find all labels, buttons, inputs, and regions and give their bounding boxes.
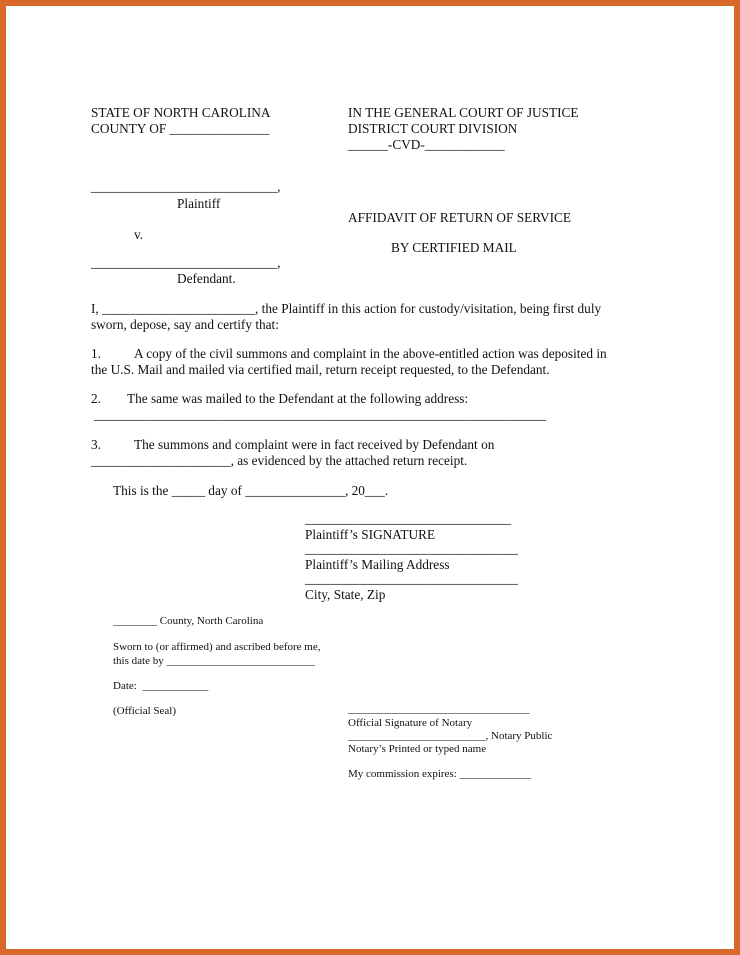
signature-label: Plaintiff’s SIGNATURE <box>305 527 436 542</box>
file-number: ______-CVD-____________ <box>348 137 505 152</box>
affidavit-title: AFFIDAVIT OF RETURN OF SERVICE <box>348 210 572 225</box>
notary-signature-blank: _________________________________ <box>348 703 530 715</box>
intro-line-2: sworn, depose, say and certify that: <box>91 317 279 332</box>
division-heading: DISTRICT COURT DIVISION <box>348 121 518 136</box>
city-state-zip-label: City, State, Zip <box>305 587 386 602</box>
commission-expires: My commission expires: _____________ <box>348 768 532 780</box>
notary-county: ________ County, North Carolina <box>113 615 264 627</box>
county-heading: COUNTY OF _______________ <box>91 121 270 136</box>
sworn-line-1: Sworn to (or affirmed) and ascribed before me, <box>113 641 321 653</box>
defendant-label: Defendant. <box>177 271 236 286</box>
plaintiff-label: Plaintiff <box>177 196 221 211</box>
notary-signature-label: Official Signature of Notary <box>348 717 473 729</box>
mailing-address-blank: ________________________________ <box>305 541 518 556</box>
address-blank: ____________________________________________________________________ <box>94 407 547 422</box>
item-3-number: 3. <box>91 437 101 452</box>
affidavit-subtitle: BY CERTIFIED MAIL <box>391 240 517 255</box>
official-seal-label: (Official Seal) <box>113 705 177 717</box>
state-heading: STATE OF NORTH CAROLINA <box>91 105 271 120</box>
notary-printed-name-label: Notary’s Printed or typed name <box>348 743 487 755</box>
court-heading: IN THE GENERAL COURT OF JUSTICE <box>348 105 579 120</box>
item-3-line-2: _____________________, as evidenced by the attached return receipt. <box>91 453 468 468</box>
item-1-line-1: A copy of the civil summons and complaint in the above-entitled action was deposited in <box>134 346 607 361</box>
item-1-number: 1. <box>91 346 101 361</box>
sworn-line-2: this date by ___________________________ <box>113 655 315 667</box>
item-3-line-1: The summons and complaint were in fact received by Defendant on <box>134 437 495 452</box>
item-2-line-1: The same was mailed to the Defendant at the following address: <box>127 391 469 406</box>
city-state-zip-blank: ________________________________ <box>305 571 518 586</box>
date-line: This is the _____ day of _______________, 20___. <box>113 483 389 498</box>
defendant-blank: ____________________________, <box>91 255 281 270</box>
signature-blank: _______________________________ <box>305 511 512 526</box>
item-1-line-2: the U.S. Mail and mailed via certified mail, return receipt requested, to the Defendant. <box>91 362 550 377</box>
versus-label: v. <box>134 227 144 242</box>
plaintiff-blank: ____________________________, <box>91 179 281 194</box>
mailing-address-label: Plaintiff’s Mailing Address <box>305 557 450 572</box>
notary-public-line: _________________________, Notary Public <box>348 730 553 742</box>
notary-date: Date: ____________ <box>113 680 209 692</box>
document-page <box>6 6 734 949</box>
item-2-number: 2. <box>91 391 101 406</box>
intro-line-1: I, _______________________, the Plaintiff in this action for custody/visitation, being first duly <box>91 301 602 316</box>
